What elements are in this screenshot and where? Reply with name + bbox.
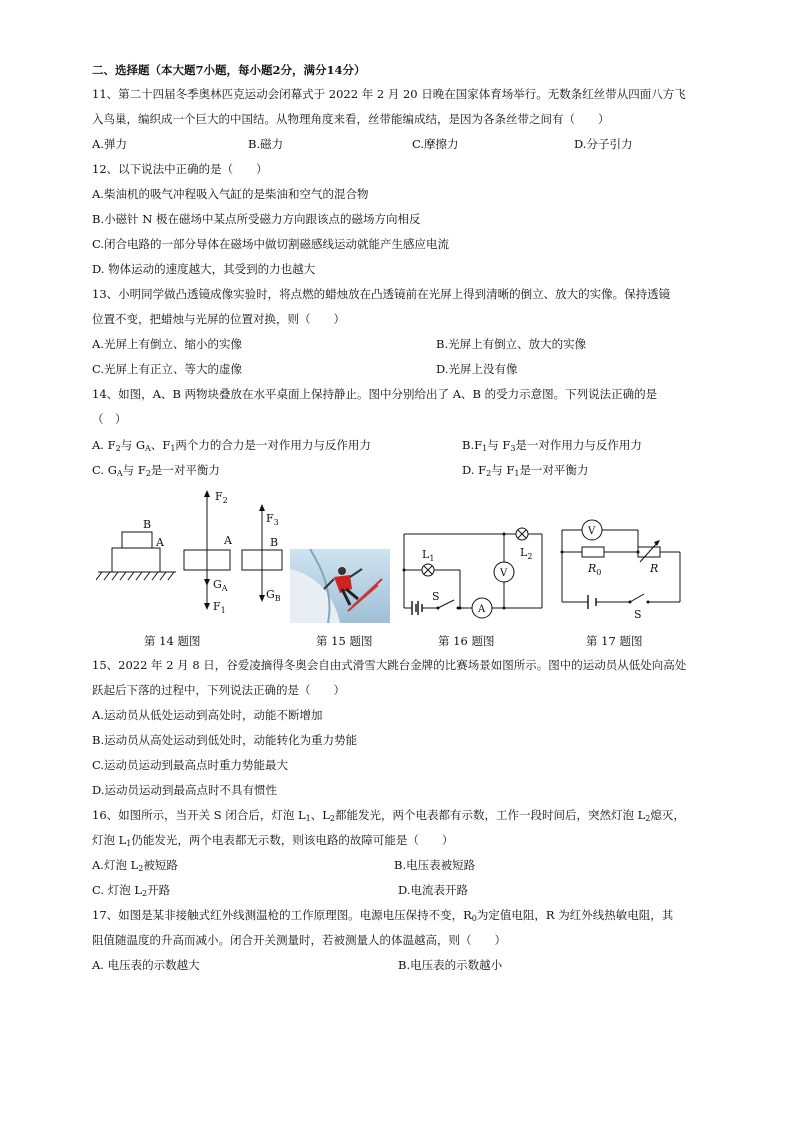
- q12-option-a: A.柴油机的吸气冲程吸入气缸的是柴油和空气的混合物: [92, 187, 369, 201]
- q15-stem-line2: 跃起后下落的过程中，下列说法正确的是（ ）: [92, 683, 345, 697]
- q13-option-b: B.光屏上有倒立、放大的实像: [436, 337, 587, 351]
- q15-option-c: C.运动员运动到最高点时重力势能最大: [92, 758, 289, 772]
- q11-option-c: C.摩擦力: [412, 137, 459, 151]
- fig16-caption: 第 16 题图: [438, 634, 495, 648]
- fig14-caption: 第 14 题图: [144, 634, 201, 648]
- q16-option-b: B.电压表被短路: [394, 858, 476, 872]
- q12-option-c: C.闭合电路的一部分导体在磁场中做切割磁感线运动就能产生感应电流: [92, 237, 450, 251]
- q11-stem-line2: 入鸟巢，编织成一个巨大的中国结。从物理角度来看，丝带能编成结，是因为各条丝带之间有（ ）: [92, 112, 610, 126]
- q12-stem: 12、以下说法中正确的是（ ）: [92, 162, 268, 176]
- q16-stem-line2: 灯泡 $L_1$仍能发光，两个电表都无示数，则该电路的故障可能是（ ）: [92, 833, 454, 848]
- q11-stem-line1: 11、第二十四届冬季奥林匹克运动会闭幕式于 2022 年 2 月 20 日晚在国家体育场举行。无数条红丝带从四面八方飞: [92, 87, 686, 101]
- q11-option-b: B.磁力: [248, 137, 284, 151]
- q15-option-b: B.运动员从高处运动到低处时，动能转化为重力势能: [92, 733, 358, 747]
- fig17-caption: 第 17 题图: [586, 634, 643, 648]
- fig14-label-a: A: [156, 536, 164, 549]
- fig14-f3: $F_3$: [266, 512, 279, 527]
- fig14-f2: $F_2$: [215, 490, 228, 505]
- q11-option-d: D.分子引力: [574, 137, 633, 151]
- fig14-box-b-label: B: [270, 536, 279, 549]
- q11-option-a: A.弹力: [92, 137, 127, 151]
- q17-stem-line2: 阻值随温度的升高而减小。闭合开关测量时，若被测量人的体温越高，则（ ）: [92, 933, 506, 947]
- q12-option-b: B.小磁针 N 极在磁场中某点所受磁力方向跟该点的磁场方向相反: [92, 212, 421, 226]
- q15-stem-line1: 15、2022 年 2 月 8 日，谷爱凌摘得冬奥会自由式滑雪大跳台金牌的比赛场景如图所示。图中的运动员从低处向高处: [92, 658, 687, 672]
- q17-option-b: B.电压表的示数越小: [398, 958, 503, 972]
- q14-stem-line1: 14、如图，A、B 两物块叠放在水平桌面上保持静止。图中分别给出了 A、B 的受力示意图。下列说法正确的是: [92, 387, 658, 401]
- q14-option-d: D. $F_2$与 $F_1$是一对平衡力: [462, 463, 589, 478]
- fig16-switch-label: S: [432, 590, 440, 603]
- q14-stem-line2: （ ）: [92, 412, 127, 426]
- q14-option-c: C. $G_A$与 $F_2$是一对平衡力: [92, 463, 220, 478]
- fig14-force-diagram: [96, 488, 292, 628]
- fig14-box-a-label: A: [224, 534, 232, 547]
- q17-option-a: A. 电压表的示数越大: [92, 958, 200, 972]
- fig15-skier-photo: [290, 549, 390, 623]
- fig16-voltmeter-label: V: [500, 568, 508, 579]
- q16-option-a: A.灯泡 $L_2$被短路: [92, 858, 178, 873]
- fig16-l1-label: $L_1$: [422, 548, 435, 563]
- fig14-ga: $G_A$: [213, 578, 228, 593]
- q12-option-d: D. 物体运动的速度越大，其受到的力也越大: [92, 262, 316, 276]
- fig15-caption: 第 15 题图: [316, 634, 373, 648]
- q16-stem-line1: 16、如图所示，当开关 S 闭合后，灯泡 $L_1$、$L_2$都能发光，两个电表都有示数，工作一段时间后，突然灯泡 $L_2$熄灭，: [92, 808, 685, 823]
- q13-option-a: A.光屏上有倒立、缩小的实像: [92, 337, 242, 351]
- fig16-l2-label: $L_2$: [520, 546, 533, 561]
- q15-option-a: A.运动员从低处运动到高处时，动能不断增加: [92, 708, 323, 722]
- q14-option-a: A. $F_2$与 $G_A$、$F_1$两个力的合力是一对作用力与反作用力: [92, 438, 371, 453]
- fig17-circuit-diagram: [558, 514, 684, 622]
- q15-option-d: D.运动员运动到最高点时不具有惯性: [92, 783, 277, 797]
- fig17-voltmeter-label: V: [588, 526, 596, 537]
- q16-option-d: D.电流表开路: [398, 883, 468, 897]
- q14-option-b: $B.F_1$与 $F_3$是一对作用力与反作用力: [462, 438, 642, 453]
- fig16-ammeter-label: A: [478, 604, 486, 615]
- fig17-r0-label: $R_0$: [588, 562, 602, 577]
- q13-stem-line2: 位置不变，把蜡烛与光屏的位置对换，则（ ）: [92, 312, 345, 326]
- fig16-circuit-diagram: [398, 520, 546, 624]
- fig14-gb: $G_B$: [266, 588, 281, 603]
- q13-stem-line1: 13、小明同学做凸透镜成像实验时，将点燃的蜡烛放在凸透镜前在光屏上得到清晰的倒立、放大的实像。保持透镜: [92, 287, 671, 301]
- q13-option-d: D.光屏上没有像: [436, 362, 518, 376]
- fig17-r-label: R: [650, 562, 659, 575]
- fig14-label-b: B: [143, 518, 152, 531]
- section-title: 二、选择题（本大题7小题，每小题2分，满分14分）: [92, 63, 366, 77]
- fig14-f1: $F_1$: [213, 600, 226, 615]
- q13-option-c: C.光屏上有正立、等大的虚像: [92, 362, 243, 376]
- fig17-switch-label: S: [634, 608, 642, 621]
- q16-option-c: C. 灯泡 $L_2$开路: [92, 883, 171, 898]
- q17-stem-line1: 17、如图是某非接触式红外线测温枪的工作原理图。电源电压保持不变，$R_0$为定值电阻，R 为红外线热敏电阻，其: [92, 908, 674, 923]
